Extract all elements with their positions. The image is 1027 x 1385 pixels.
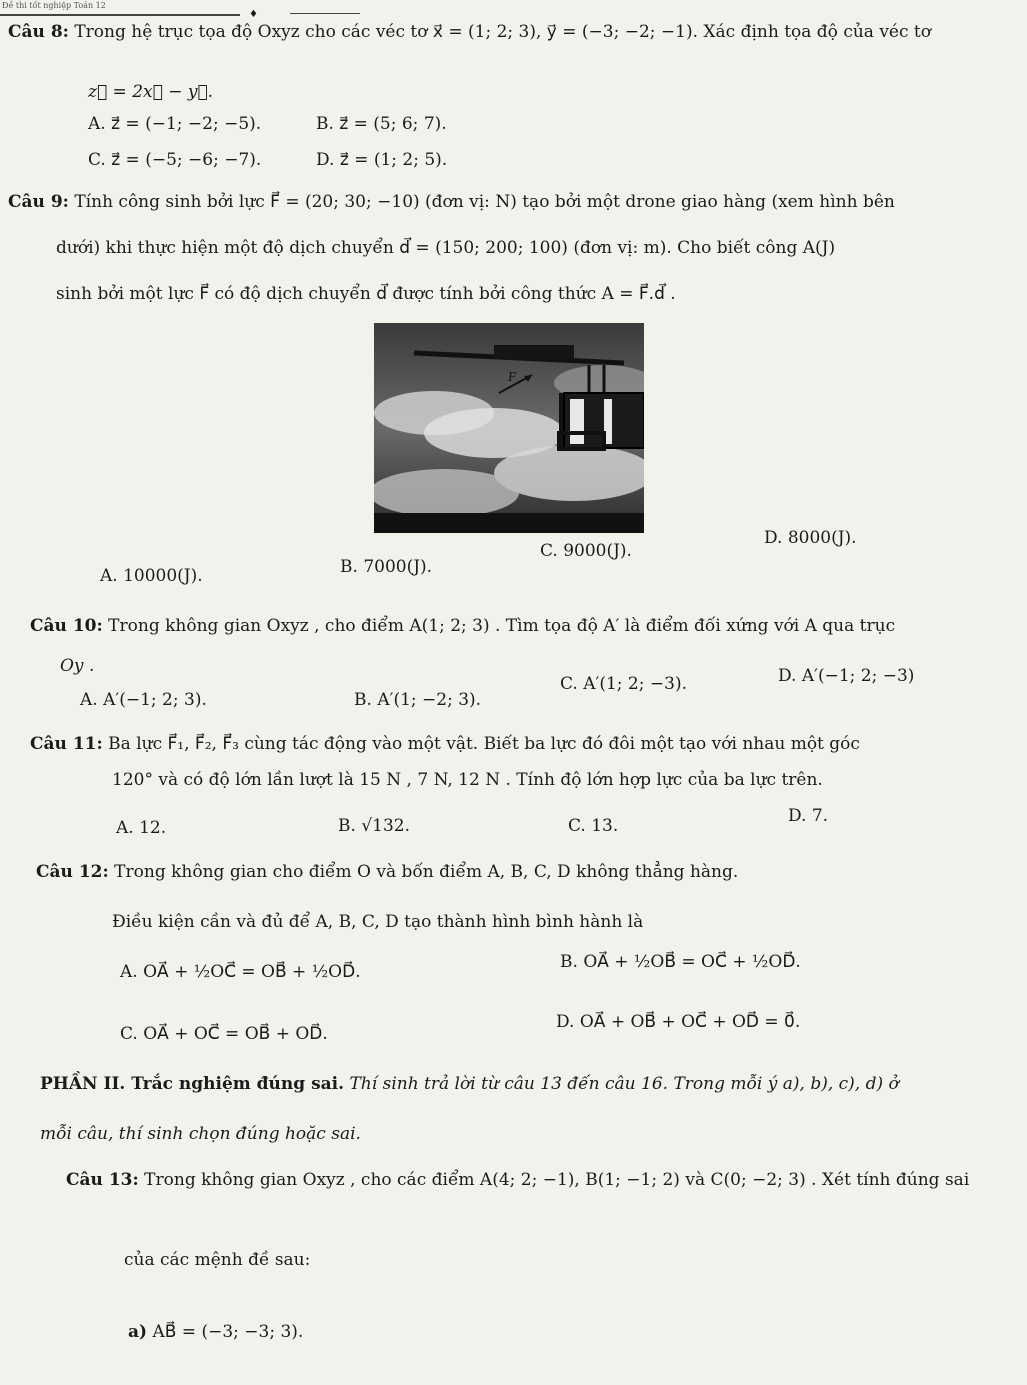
part-2-title: PHẦN II. Trắc nghiệm đúng sai.	[40, 1074, 345, 1094]
page-header: Đề thi tốt nghiệp Toán 12	[2, 1, 106, 10]
part-2-instruction: Thí sinh trả lời từ câu 13 đến câu 16. Trong mỗi ý a), b), c), d) ở	[349, 1074, 899, 1094]
part-2-instruction-cont: mỗi câu, thí sinh chọn đúng hoặc sai.	[40, 1124, 361, 1144]
question-13-label: Câu 13:	[66, 1170, 139, 1190]
q12-option-c[interactable]: C. OA⃗ + OC⃗ = OB⃗ + OD⃗.	[120, 1024, 328, 1044]
question-11-line2: 120° và có độ lớn lần lượt là 15 N , 7 N, 12 N . Tính độ lớn hợp lực của ba lực trên.	[112, 770, 823, 790]
question-8-text: Trong hệ trục tọa độ Oxyz cho các véc tơ x⃗ = (1; 2; 3), y⃗ = (−3; −2; −1). Xác định tọa độ của véc tơ	[74, 22, 931, 42]
question-12-line1: Câu 12: Trong không gian cho điểm O và bốn điểm A, B, C, D không thẳng hàng.	[36, 862, 739, 882]
q8-option-b[interactable]: B. z⃗ = (5; 6; 7).	[316, 114, 447, 134]
q12-option-d[interactable]: D. OA⃗ + OB⃗ + OC⃗ + OD⃗ = 0⃗.	[556, 1012, 801, 1032]
question-13-line1: Câu 13: Trong không gian Oxyz , cho các điểm A(4; 2; −1), B(1; −1; 2) và C(0; −2; 3) . Xét tính đúng sai	[66, 1170, 970, 1190]
question-10-line2: Oy .	[60, 656, 95, 676]
header-rule	[0, 14, 240, 16]
q9-option-b[interactable]: B. 7000(J).	[340, 557, 433, 577]
question-9-line3: sinh bởi một lực F⃗ có độ dịch chuyển d⃗ được tính bởi công thức A = F⃗.d⃗ .	[56, 284, 676, 304]
question-10-label: Câu 10:	[30, 616, 103, 636]
q10-option-d[interactable]: D. A′(−1; 2; −3)	[778, 666, 915, 686]
drone-delivery-image	[374, 323, 644, 533]
q8-option-d[interactable]: D. z⃗ = (1; 2; 5).	[316, 150, 448, 170]
q9-option-d[interactable]: D. 8000(J).	[764, 528, 857, 548]
q11-option-d[interactable]: D. 7.	[788, 806, 829, 826]
question-9-line1: Câu 9: Tính công sinh bởi lực F⃗ = (20; 30; −10) (đơn vị: N) tạo bởi một drone giao hàng (xem hình bên	[8, 192, 895, 212]
q10-option-c[interactable]: C. A′(1; 2; −3).	[560, 674, 687, 694]
header-rule-right	[290, 13, 360, 14]
q10-option-a[interactable]: A. A′(−1; 2; 3).	[80, 690, 207, 710]
question-9-label: Câu 9:	[8, 192, 69, 212]
header-dot: ♦	[249, 9, 258, 20]
question-10-line1: Câu 10: Trong không gian Oxyz , cho điểm A(1; 2; 3) . Tìm tọa độ A′ là điểm đối xứng với A qua trục	[30, 616, 896, 636]
q8-option-a[interactable]: A. z⃗ = (−1; −2; −5).	[88, 114, 262, 134]
force-label: F	[508, 370, 517, 384]
q11-option-b[interactable]: B. √132.	[338, 816, 410, 836]
part-2-heading	[40, 1074, 899, 1094]
question-9-line2: dưới) khi thực hiện một độ dịch chuyển d⃗ = (150; 200; 100) (đơn vị: m). Cho biết công A(J)	[56, 238, 836, 258]
question-8-label: Câu 8:	[8, 22, 69, 42]
q9-option-c[interactable]: C. 9000(J).	[540, 541, 632, 561]
q11-option-a[interactable]: A. 12.	[116, 818, 167, 838]
question-11-label: Câu 11:	[30, 734, 103, 754]
q12-option-b[interactable]: B. OA⃗ + ½OB⃗ = OC⃗ + ½OD⃗.	[560, 952, 801, 972]
q12-option-a[interactable]: A. OA⃗ + ½OC⃗ = OB⃗ + ½OD⃗.	[120, 962, 361, 982]
q8-option-c[interactable]: C. z⃗ = (−5; −6; −7).	[88, 150, 262, 170]
question-11-line1: Câu 11: Ba lực F⃗₁, F⃗₂, F⃗₃ cùng tác động vào một vật. Biết ba lực đó đôi một tạo với nhau một góc	[30, 734, 860, 754]
question-13-line2: của các mệnh đề sau:	[124, 1250, 311, 1270]
q9-option-a[interactable]: A. 10000(J).	[100, 566, 203, 586]
question-8-stem	[8, 22, 931, 42]
drone-photo-illustration	[374, 323, 644, 533]
question-8-formula: z⃗ = 2x⃗ − y⃗.	[88, 82, 214, 102]
q13-item-a[interactable]: a) AB⃗ = (−3; −3; 3).	[128, 1322, 304, 1342]
q10-option-b[interactable]: B. A′(1; −2; 3).	[354, 690, 482, 710]
question-12-line2: Điều kiện cần và đủ để A, B, C, D tạo thành hình bình hành là	[112, 912, 644, 932]
question-12-label: Câu 12:	[36, 862, 109, 882]
q11-option-c[interactable]: C. 13.	[568, 816, 619, 836]
